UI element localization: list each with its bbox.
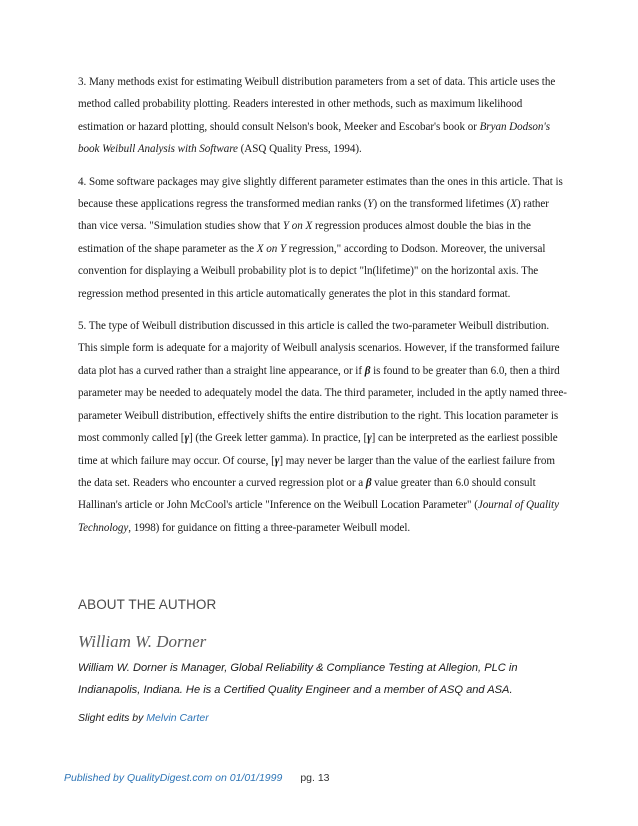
note-5 (78, 315, 568, 539)
author-name: William W. Dorner (78, 632, 207, 651)
note-4 (78, 171, 568, 305)
gamma-symbol: γ (274, 454, 280, 467)
note-4-text: 4. Some software packages may give slightly different parameter estimates than the ones in this article. That is because these applications regress the transformed median ranks ( (78, 175, 563, 211)
gamma-symbol: γ (367, 432, 372, 445)
dodson-book-title: Bryan Dodson's book Weibull Analysis with Software (78, 120, 550, 156)
page-footer (64, 772, 330, 784)
y-on-x: Y on X (282, 220, 313, 233)
page-number: pg. 13 (300, 772, 330, 784)
published-link[interactable]: Published by QualityDigest.com on 01/01/1999 (64, 772, 283, 784)
beta-symbol: β (365, 476, 372, 489)
note-5-text: value greater than 6.0 should consult Hallinan's article or John McCool's article "Inference on the Weibull Location Parameter" ( (78, 476, 536, 512)
about-author-heading: ABOUT THE AUTHOR (78, 597, 217, 612)
gamma-symbol: γ (184, 432, 190, 445)
note-4-text: ) rather than vice versa. "Simulation studies show that (78, 198, 549, 233)
edits-credit (78, 712, 209, 724)
beta-symbol: β (364, 364, 371, 377)
journal-title: Journal of Quality Technology (78, 499, 559, 534)
x-on-y: X on Y (256, 242, 287, 255)
edits-prefix: Slight edits by (78, 712, 147, 724)
var-x: X (510, 198, 517, 211)
note-5-text: ] (the Greek letter gamma). In practice, [ (189, 432, 368, 445)
note-5-text: ] can be interpreted as the earliest possible time at which failure may occur. Of course, [ (78, 432, 558, 467)
note-3-tail: (ASQ Quality Press, 1994). (237, 143, 362, 156)
note-4-text: ) on the transformed lifetimes ( (373, 198, 511, 211)
note-3 (78, 71, 568, 161)
note-3-text: 3. Many methods exist for estimating Weibull distribution parameters from a set of data. This article uses the method called probability plotting. Readers interested in other methods, such as maximum likelihood estimation or hazard plotting, should consult Nelson's book, Meeker and Escobar's book or (78, 76, 556, 133)
note-5-text: 5. The type of Weibull distribution discussed in this article is called the two-parameter Weibull distribution. This simple form is adequate for a majority of Weibull analysis scenarios. However, if the transformed failure data plot has a curved rather than a straight line appearance, or if (78, 320, 560, 377)
note-4-text: regression," according to Dodson. Moreover, the universal convention for displaying a Weibull probability plot is to depict "ln(lifetime)" on the horizontal axis. The regression method presented in this article automatically generates the plot in this standard format. (78, 242, 546, 300)
var-y: Y (367, 198, 374, 211)
author-bio: William W. Dorner is Manager, Global Reliability & Compliance Testing at Allegion, PLC in Indianapolis, Indiana. He is a Certified Quality Engineer and a member of ASQ and ASA. (78, 662, 518, 696)
notes-body (78, 71, 568, 549)
note-5-text: ] may never be larger than the value of the earliest failure from the data set. Readers who encounter a curved regression plot or a (78, 454, 555, 489)
editor-link[interactable]: Melvin Carter (146, 712, 209, 724)
note-4-text: regression produces almost double the bias in the estimation of the shape parameter as the (78, 220, 531, 255)
note-5-text: , 1998) for guidance on fitting a three-parameter Weibull model. (128, 521, 411, 534)
note-5-text: is found to be greater than 6.0, then a third parameter may be needed to adequately model the data. The third parameter, included in the aptly named three-parameter Weibull distribution, effectively shifts the entire distribution to the right. This location parameter is most commonly called [ (78, 364, 567, 445)
